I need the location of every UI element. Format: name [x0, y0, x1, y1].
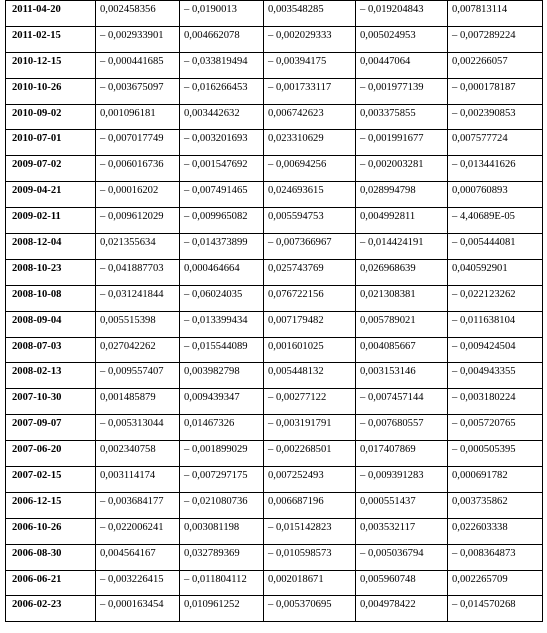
table-body	[6, 1, 543, 622]
value-cell: – 0,021080736	[180, 492, 264, 518]
value-cell: 0,006687196	[264, 492, 356, 518]
value-cell: 0,003532117	[356, 518, 448, 544]
value-cell: – 0,005720765	[448, 415, 543, 441]
value-cell: – 0,019204843	[356, 1, 448, 27]
value-cell: – 0,011804112	[180, 570, 264, 596]
table-row	[6, 518, 543, 544]
value-cell: – 0,000163454	[96, 596, 180, 622]
value-cell: – 0,009391283	[356, 467, 448, 493]
value-cell: 0,001485879	[96, 389, 180, 415]
table-row	[6, 234, 543, 260]
value-cell: 0,003375855	[356, 104, 448, 130]
value-cell: 0,004978422	[356, 596, 448, 622]
value-cell: – 0,007289224	[448, 26, 543, 52]
value-cell: – 0,003180224	[448, 389, 543, 415]
date-cell: 2007-06-20	[6, 441, 96, 467]
value-cell: 0,027042262	[96, 337, 180, 363]
table-row	[6, 259, 543, 285]
value-cell: – 0,00694256	[264, 156, 356, 182]
table-row	[6, 596, 543, 622]
value-cell: – 0,014570268	[448, 596, 543, 622]
table-row	[6, 570, 543, 596]
table-row	[6, 208, 543, 234]
value-cell: 0,026968639	[356, 259, 448, 285]
value-cell: 0,028994798	[356, 182, 448, 208]
value-cell: 0,002340758	[96, 441, 180, 467]
value-cell: 0,006742623	[264, 104, 356, 130]
value-cell: – 0,015142823	[264, 518, 356, 544]
value-cell: – 0,002268501	[264, 441, 356, 467]
value-cell: – 0,005370695	[264, 596, 356, 622]
value-cell: – 0,06024035	[180, 285, 264, 311]
value-cell: 0,002458356	[96, 1, 180, 27]
date-cell: 2008-09-04	[6, 311, 96, 337]
value-cell: – 0,009612029	[96, 208, 180, 234]
value-cell: 0,021355634	[96, 234, 180, 260]
date-cell: 2006-08-30	[6, 544, 96, 570]
date-cell: 2006-02-23	[6, 596, 96, 622]
date-cell: 2008-02-13	[6, 363, 96, 389]
value-cell: – 0,007366967	[264, 234, 356, 260]
value-cell: 0,001096181	[96, 104, 180, 130]
value-cell: 0,005515398	[96, 311, 180, 337]
date-cell: 2008-12-04	[6, 234, 96, 260]
value-cell: – 0,007297175	[180, 467, 264, 493]
table-row	[6, 363, 543, 389]
value-cell: 0,022603338	[448, 518, 543, 544]
value-cell: 0,005594753	[264, 208, 356, 234]
value-cell: – 0,000505395	[448, 441, 543, 467]
value-cell: 0,023310629	[264, 130, 356, 156]
value-cell: 0,025743769	[264, 259, 356, 285]
value-cell: 0,01467326	[180, 415, 264, 441]
table-row	[6, 156, 543, 182]
value-cell: – 0,022123262	[448, 285, 543, 311]
value-cell: – 0,008364873	[448, 544, 543, 570]
value-cell: 0,002266057	[448, 52, 543, 78]
table-row	[6, 1, 543, 27]
date-cell: 2011-04-20	[6, 1, 96, 27]
value-cell: – 0,001547692	[180, 156, 264, 182]
value-cell: 0,007179482	[264, 311, 356, 337]
value-cell: 0,017407869	[356, 441, 448, 467]
value-cell: – 0,003226415	[96, 570, 180, 596]
date-cell: 2008-10-23	[6, 259, 96, 285]
value-cell: – 0,002933901	[96, 26, 180, 52]
date-cell: 2010-10-26	[6, 78, 96, 104]
value-cell: – 0,007491465	[180, 182, 264, 208]
table-row	[6, 415, 543, 441]
value-cell: – 0,003675097	[96, 78, 180, 104]
value-cell: 0,021308381	[356, 285, 448, 311]
value-cell: – 0,003201693	[180, 130, 264, 156]
value-cell: 0,005024953	[356, 26, 448, 52]
value-cell: – 0,031241844	[96, 285, 180, 311]
value-cell: – 0,016266453	[180, 78, 264, 104]
value-cell: – 0,014424191	[356, 234, 448, 260]
value-cell: – 0,005444081	[448, 234, 543, 260]
date-cell: 2007-10-30	[6, 389, 96, 415]
date-cell: 2008-07-03	[6, 337, 96, 363]
date-cell: 2010-07-01	[6, 130, 96, 156]
value-cell: – 0,001899029	[180, 441, 264, 467]
value-cell: 0,000551437	[356, 492, 448, 518]
table-row	[6, 467, 543, 493]
date-cell: 2010-09-02	[6, 104, 96, 130]
value-cell: – 0,00277122	[264, 389, 356, 415]
table-row	[6, 130, 543, 156]
date-cell: 2006-12-15	[6, 492, 96, 518]
value-cell: – 0,041887703	[96, 259, 180, 285]
value-cell: 0,001601025	[264, 337, 356, 363]
value-cell: – 0,001733117	[264, 78, 356, 104]
table-row	[6, 52, 543, 78]
value-cell: 0,009439347	[180, 389, 264, 415]
value-cell: – 0,000178187	[448, 78, 543, 104]
value-cell: – 0,002029333	[264, 26, 356, 52]
table-row	[6, 182, 543, 208]
value-cell: 0,00447064	[356, 52, 448, 78]
value-cell: – 0,007017749	[96, 130, 180, 156]
value-cell: 0,000691782	[448, 467, 543, 493]
table-row	[6, 337, 543, 363]
value-cell: – 0,033819494	[180, 52, 264, 78]
value-cell: – 0,005036794	[356, 544, 448, 570]
table-row	[6, 311, 543, 337]
value-cell: 0,076722156	[264, 285, 356, 311]
date-cell: 2009-07-02	[6, 156, 96, 182]
value-cell: 0,004085667	[356, 337, 448, 363]
value-cell: 0,000464664	[180, 259, 264, 285]
date-cell: 2009-02-11	[6, 208, 96, 234]
value-cell: – 0,022006241	[96, 518, 180, 544]
value-cell: – 0,009557407	[96, 363, 180, 389]
value-cell: – 0,001977139	[356, 78, 448, 104]
value-cell: – 0,015544089	[180, 337, 264, 363]
date-cell: 2009-04-21	[6, 182, 96, 208]
value-cell: 0,005448132	[264, 363, 356, 389]
value-cell: 0,004992811	[356, 208, 448, 234]
value-cell: – 0,003191791	[264, 415, 356, 441]
date-cell: 2010-12-15	[6, 52, 96, 78]
data-table	[5, 0, 543, 622]
value-cell: 0,003735862	[448, 492, 543, 518]
value-cell: 0,010961252	[180, 596, 264, 622]
value-cell: 0,004564167	[96, 544, 180, 570]
value-cell: – 0,000441685	[96, 52, 180, 78]
value-cell: – 4,40689E-05	[448, 208, 543, 234]
date-cell: 2011-02-15	[6, 26, 96, 52]
table-row	[6, 492, 543, 518]
table-row	[6, 26, 543, 52]
value-cell: 0,000760893	[448, 182, 543, 208]
value-cell: – 0,003684177	[96, 492, 180, 518]
value-cell: 0,003081198	[180, 518, 264, 544]
value-cell: – 0,002390853	[448, 104, 543, 130]
date-cell: 2006-06-21	[6, 570, 96, 596]
value-cell: 0,003982798	[180, 363, 264, 389]
value-cell: 0,032789369	[180, 544, 264, 570]
value-cell: – 0,006016736	[96, 156, 180, 182]
table-row	[6, 544, 543, 570]
value-cell: 0,007252493	[264, 467, 356, 493]
value-cell: 0,003442632	[180, 104, 264, 130]
value-cell: 0,003153146	[356, 363, 448, 389]
table-row	[6, 389, 543, 415]
value-cell: 0,005789021	[356, 311, 448, 337]
value-cell: – 0,0190013	[180, 1, 264, 27]
value-cell: – 0,00394175	[264, 52, 356, 78]
value-cell: 0,003548285	[264, 1, 356, 27]
value-cell: 0,024693615	[264, 182, 356, 208]
table-row	[6, 441, 543, 467]
value-cell: 0,005960748	[356, 570, 448, 596]
value-cell: – 0,005313044	[96, 415, 180, 441]
value-cell: 0,004662078	[180, 26, 264, 52]
value-cell: – 0,009424504	[448, 337, 543, 363]
table-row	[6, 285, 543, 311]
value-cell: – 0,009965082	[180, 208, 264, 234]
value-cell: – 0,010598573	[264, 544, 356, 570]
value-cell: – 0,00016202	[96, 182, 180, 208]
value-cell: – 0,007457144	[356, 389, 448, 415]
value-cell: 0,007813114	[448, 1, 543, 27]
value-cell: – 0,002003281	[356, 156, 448, 182]
date-cell: 2007-09-07	[6, 415, 96, 441]
value-cell: – 0,013441626	[448, 156, 543, 182]
value-cell: 0,002265709	[448, 570, 543, 596]
table-row	[6, 78, 543, 104]
value-cell: – 0,004943355	[448, 363, 543, 389]
value-cell: – 0,013399434	[180, 311, 264, 337]
value-cell: – 0,007680557	[356, 415, 448, 441]
value-cell: 0,002018671	[264, 570, 356, 596]
value-cell: 0,007577724	[448, 130, 543, 156]
date-cell: 2007-02-15	[6, 467, 96, 493]
value-cell: – 0,011638104	[448, 311, 543, 337]
value-cell: 0,003114174	[96, 467, 180, 493]
date-cell: 2006-10-26	[6, 518, 96, 544]
date-cell: 2008-10-08	[6, 285, 96, 311]
value-cell: – 0,014373899	[180, 234, 264, 260]
value-cell: – 0,001991677	[356, 130, 448, 156]
table-row	[6, 104, 543, 130]
value-cell: 0,040592901	[448, 259, 543, 285]
